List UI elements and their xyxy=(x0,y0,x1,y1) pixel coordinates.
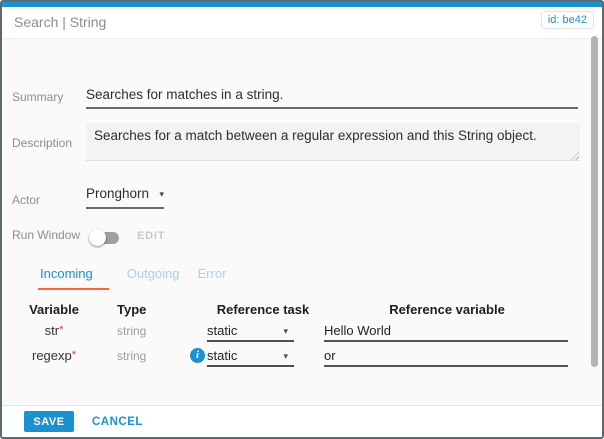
run-window-toggle[interactable] xyxy=(92,232,119,244)
variable-type: string xyxy=(117,324,147,338)
summary-label: Summary xyxy=(12,90,64,104)
summary-input[interactable] xyxy=(86,85,578,109)
tab-incoming[interactable]: Incoming xyxy=(38,266,109,290)
reference-task-value: static xyxy=(207,348,238,363)
reference-task-select[interactable] xyxy=(207,323,294,342)
accent-bar xyxy=(2,2,602,7)
description-input[interactable] xyxy=(86,123,580,161)
variable-name: regexp* xyxy=(31,348,77,363)
chevron-down-icon: ▾ xyxy=(283,351,288,361)
dialog-body xyxy=(2,38,602,407)
scrollbar-thumb[interactable] xyxy=(591,36,598,367)
chevron-down-icon: ▾ xyxy=(283,326,288,336)
tab-outgoing[interactable]: Outgoing xyxy=(126,266,180,281)
chevron-down-icon: ▾ xyxy=(159,189,164,199)
reference-variable-input[interactable] xyxy=(324,348,568,367)
reference-variable-input[interactable] xyxy=(324,323,568,342)
column-header-type: Type xyxy=(117,302,147,317)
column-header-reference-task: Reference task xyxy=(216,302,310,317)
tab-bar xyxy=(38,266,244,290)
required-asterisk: * xyxy=(71,349,77,361)
run-window-label: Run Window xyxy=(12,228,81,242)
description-label: Description xyxy=(12,136,73,150)
id-badge: id: be42 xyxy=(541,11,594,29)
save-button[interactable]: SAVE xyxy=(24,411,74,432)
edit-button[interactable]: EDIT xyxy=(137,230,166,242)
toggle-knob xyxy=(89,229,106,246)
page-title: Search | String xyxy=(14,14,107,30)
actor-select-value: Pronghorn xyxy=(86,186,150,201)
dialog-footer xyxy=(2,405,602,437)
cancel-button[interactable]: CANCEL xyxy=(92,416,143,428)
info-icon[interactable]: i xyxy=(190,348,205,363)
reference-task-select[interactable] xyxy=(207,348,294,367)
actor-select[interactable] xyxy=(86,186,164,209)
tab-error[interactable]: Error xyxy=(197,266,227,281)
actor-label: Actor xyxy=(12,193,41,207)
variable-name: str* xyxy=(44,323,64,338)
reference-task-value: static xyxy=(207,323,238,338)
required-asterisk: * xyxy=(59,324,64,336)
variable-type: string xyxy=(117,349,147,363)
column-header-reference-variable: Reference variable xyxy=(389,302,505,317)
column-header-variable: Variable xyxy=(29,302,79,317)
